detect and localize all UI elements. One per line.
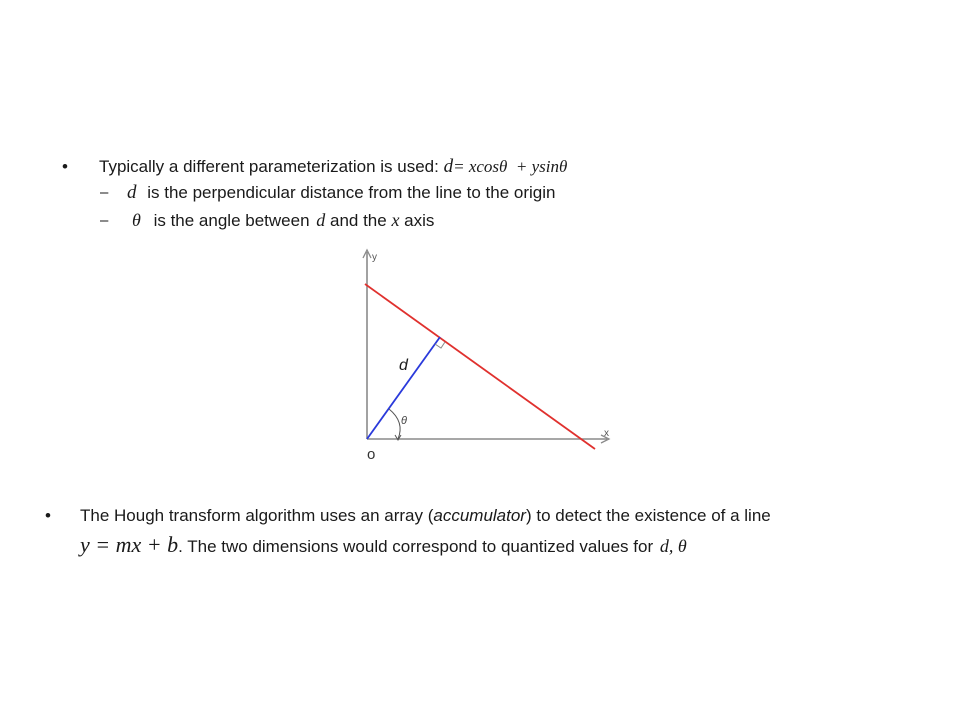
- point-2-text-a: The Hough transform algorithm uses an array (: [80, 506, 434, 525]
- sub-1-line: [127, 182, 555, 204]
- sub-1-var-d: d: [127, 182, 137, 203]
- accumulator-term: accumulator: [433, 506, 526, 525]
- dash-1: –: [100, 184, 109, 201]
- sub-2-var-d: d: [316, 210, 326, 230]
- sub-2-var-x: x: [391, 210, 400, 230]
- formula-ysin: + ysin: [507, 157, 559, 176]
- dash-2: –: [100, 212, 109, 229]
- point-2-text-b: ) to detect the existence of a line: [525, 506, 771, 525]
- hough-diagram: [345, 246, 625, 473]
- bullet-2: •: [45, 506, 51, 525]
- point-1-line: [99, 156, 567, 178]
- x-axis-label: x: [604, 428, 609, 439]
- point-2-vars: d, θ: [659, 536, 687, 556]
- formula-theta-1: θ: [499, 157, 508, 176]
- sub-2-text-a: is the angle between: [153, 211, 315, 230]
- line-equation: y = mx + b: [80, 532, 179, 557]
- sub-1-text: is the perpendicular distance from the line to the origin: [147, 183, 556, 202]
- sub-2-text-c: axis: [404, 211, 435, 230]
- sub-2-var-theta: θ: [132, 210, 141, 230]
- point-1-text: Typically a different parameterization is used:: [99, 157, 444, 176]
- sub-2-line: [132, 209, 434, 232]
- hough-diagram-svg: [345, 246, 625, 468]
- point-2-line-1: [80, 505, 771, 527]
- formula-theta-2: θ: [559, 157, 568, 176]
- y-axis-label: y: [372, 252, 377, 263]
- formula-xcos: = xcos: [453, 157, 500, 176]
- point-2-line-2: [80, 532, 687, 560]
- origin-label: o: [367, 446, 376, 463]
- formula-d: d: [443, 156, 454, 177]
- bullet-1: •: [62, 157, 68, 176]
- point-2-text-c: . The two dimensions would correspond to quantized values for: [178, 537, 658, 556]
- theta-arc: [389, 409, 400, 439]
- sub-2-text-b: and the: [329, 211, 392, 230]
- theta-label: θ: [401, 415, 407, 427]
- d-label: d: [399, 357, 408, 374]
